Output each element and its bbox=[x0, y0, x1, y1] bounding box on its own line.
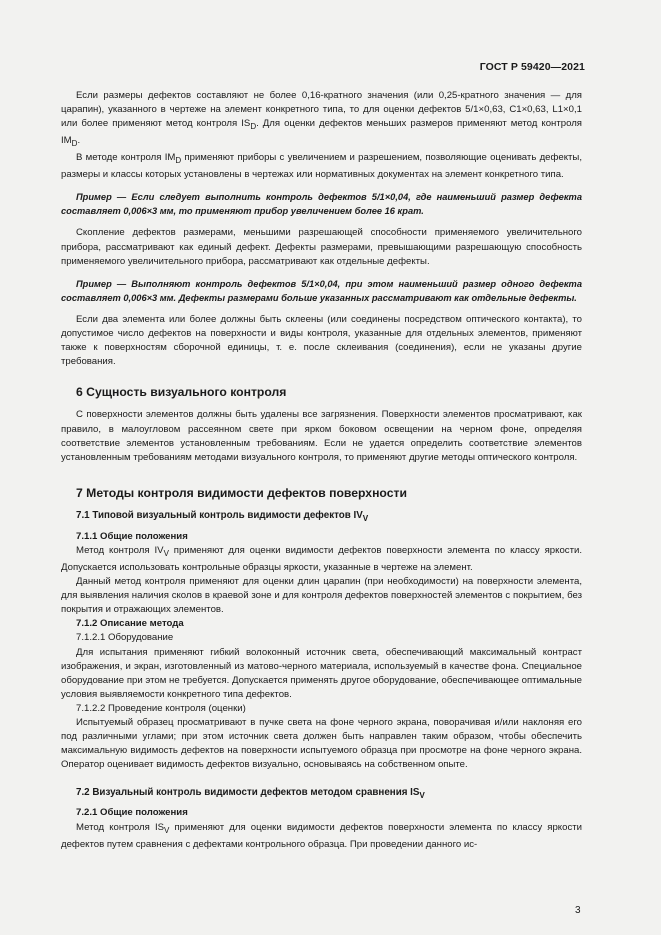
section-7-1-2-1-title: 7.1.2.1 Оборудование bbox=[76, 632, 174, 644]
paragraph-defect-cluster: Скопление дефектов размерами, меньшими разрешающей способности применяемого увеличительного прибора, рассматривают как единый дефект. Дефекты размерами, превышающими разрешающую способность применяемого увеличительного прибора, рассматривают как отдельные дефекты. bbox=[61, 227, 582, 267]
section-7-1-1-paragraph-2: Данный метод контроля применяют для оценки длин царапин (при необходимости) на поверхности элемента, для выявления наличия сколов в краевой зоне и для контроля дефектов поверхностей элементов с покрытием, без покрытия и отражающих элементов. bbox=[61, 576, 582, 616]
example-1: Пример — Если следует выполнить контроль дефектов 5/1×0,04, где наименьший размер дефекта составляет 0,006×3 мм, то применяют прибор увеличением более 16 крат. bbox=[61, 192, 582, 217]
section-6-paragraph: С поверхности элементов должны быть удалены все загрязнения. Поверхности элементов просматривают, как правило, в малоугловом рассеянном свете при ярком боковом освещении на черном фоне, определяя соответствие элементов установленным требованиям. Если не удается определить соответствие элементов установленным требованиям методами визуального контроля, то применяют другие методы оптического контроля. bbox=[61, 409, 582, 463]
standard-header: ГОСТ Р 59420—2021 bbox=[479, 61, 585, 73]
section-7-1-2-title: 7.1.2 Описание метода bbox=[76, 618, 184, 630]
section-7-2-title: 7.2 Визуальный контроль видимости дефектов методом сравнения $IS_V$ bbox=[76, 787, 425, 801]
section-6-title: 6 Сущность визуального контроля bbox=[76, 385, 287, 400]
page-content bbox=[61, 89, 582, 852]
section-7-2-1-paragraph: Метод контроля $IS_V$ применяют для оценки видимости дефектов поверхности элемента по классу яркости дефектов путем сравнения с дефектами контрольного образца. При проведении данного ис- bbox=[61, 821, 582, 850]
paragraph-defect-sizes: Если размеры дефектов составляют не более 0,16-кратного значения (или 0,25-кратного значения — для царапин), указанного в чертеже на элемент конкретного типа, то для оценки дефектов 5/1×0,63, C1×0,63, L1×0,1 или более применяют метод контроля $IS_D$. Для оценки дефектов меньших размеров применяют метод контроля $IM_D$. bbox=[61, 90, 582, 149]
section-7-1-title: 7.1 Типовой визуальный контроль видимости дефектов $IV_V$ bbox=[76, 509, 369, 523]
example-2: Пример — Выполняют контроль дефектов 5/1×0,04, при этом наименьший размер одного дефекта составляет 0,006×3 мм. Дефекты размерами больше указанных рассматривают как отдельные дефекты. bbox=[61, 278, 582, 303]
section-7-2-1-title: 7.2.1 Общие положения bbox=[76, 807, 188, 819]
paragraph-glued-elements: Если два элемента или более должны быть склеены (или соединены посредством оптического контакта), то допустимое число дефектов на поверхности и виды контроля, указанные для отдельных элементов, применяют также к поверхностям сборочной единицы, т. е. после склеивания (соединения), если не указаны другие требования. bbox=[61, 313, 582, 368]
section-7-1-2-2-title: 7.1.2.2 Проведение контроля (оценки) bbox=[76, 702, 246, 714]
section-7-1-2-2-paragraph: Испытуемый образец просматривают в пучке света на фоне черного экрана, поворачивая и/или наклоняя его под различными углами; при этом источник света должен быть направлен таким образом, чтобы обеспечить максимальную видимость дефектов на поверхности испытуемого образца при просмотре на фоне черного экрана. Оператор оценивает видимость дефектов визуально, основываясь на собственном опыте. bbox=[61, 717, 582, 771]
paragraph-im-method: В методе контроля $IM_D$ применяют приборы с увеличением и разрешением, позволяющие оценивать дефекты, размеры и классы которых установлены в чертежах или нормативных документах на элемент конкретного типа. bbox=[61, 152, 582, 181]
section-7-title: 7 Методы контроля видимости дефектов поверхности bbox=[76, 485, 407, 500]
section-7-1-2-1-paragraph: Для испытания применяют гибкий волоконный источник света, обеспечивающий максимальный контраст изображения, и экран, изготовленный из матово-черного материала, используемый в качестве фона. Специальное оборудование при этом не требуется. Допускается применять другое оборудование, обеспечивающее оптимальные условия выявляемости конкретного типа дефектов. bbox=[61, 646, 582, 700]
section-7-1-1-title: 7.1.1 Общие положения bbox=[76, 530, 188, 542]
section-7-1-1-paragraph-1: Метод контроля $IV_V$ применяют для оценки видимости дефектов поверхности элемента по классу яркости. Допускается использовать контрольные образцы яркости, указанные в чертеже на элемент. bbox=[61, 545, 582, 574]
page-number: 3 bbox=[575, 905, 581, 916]
